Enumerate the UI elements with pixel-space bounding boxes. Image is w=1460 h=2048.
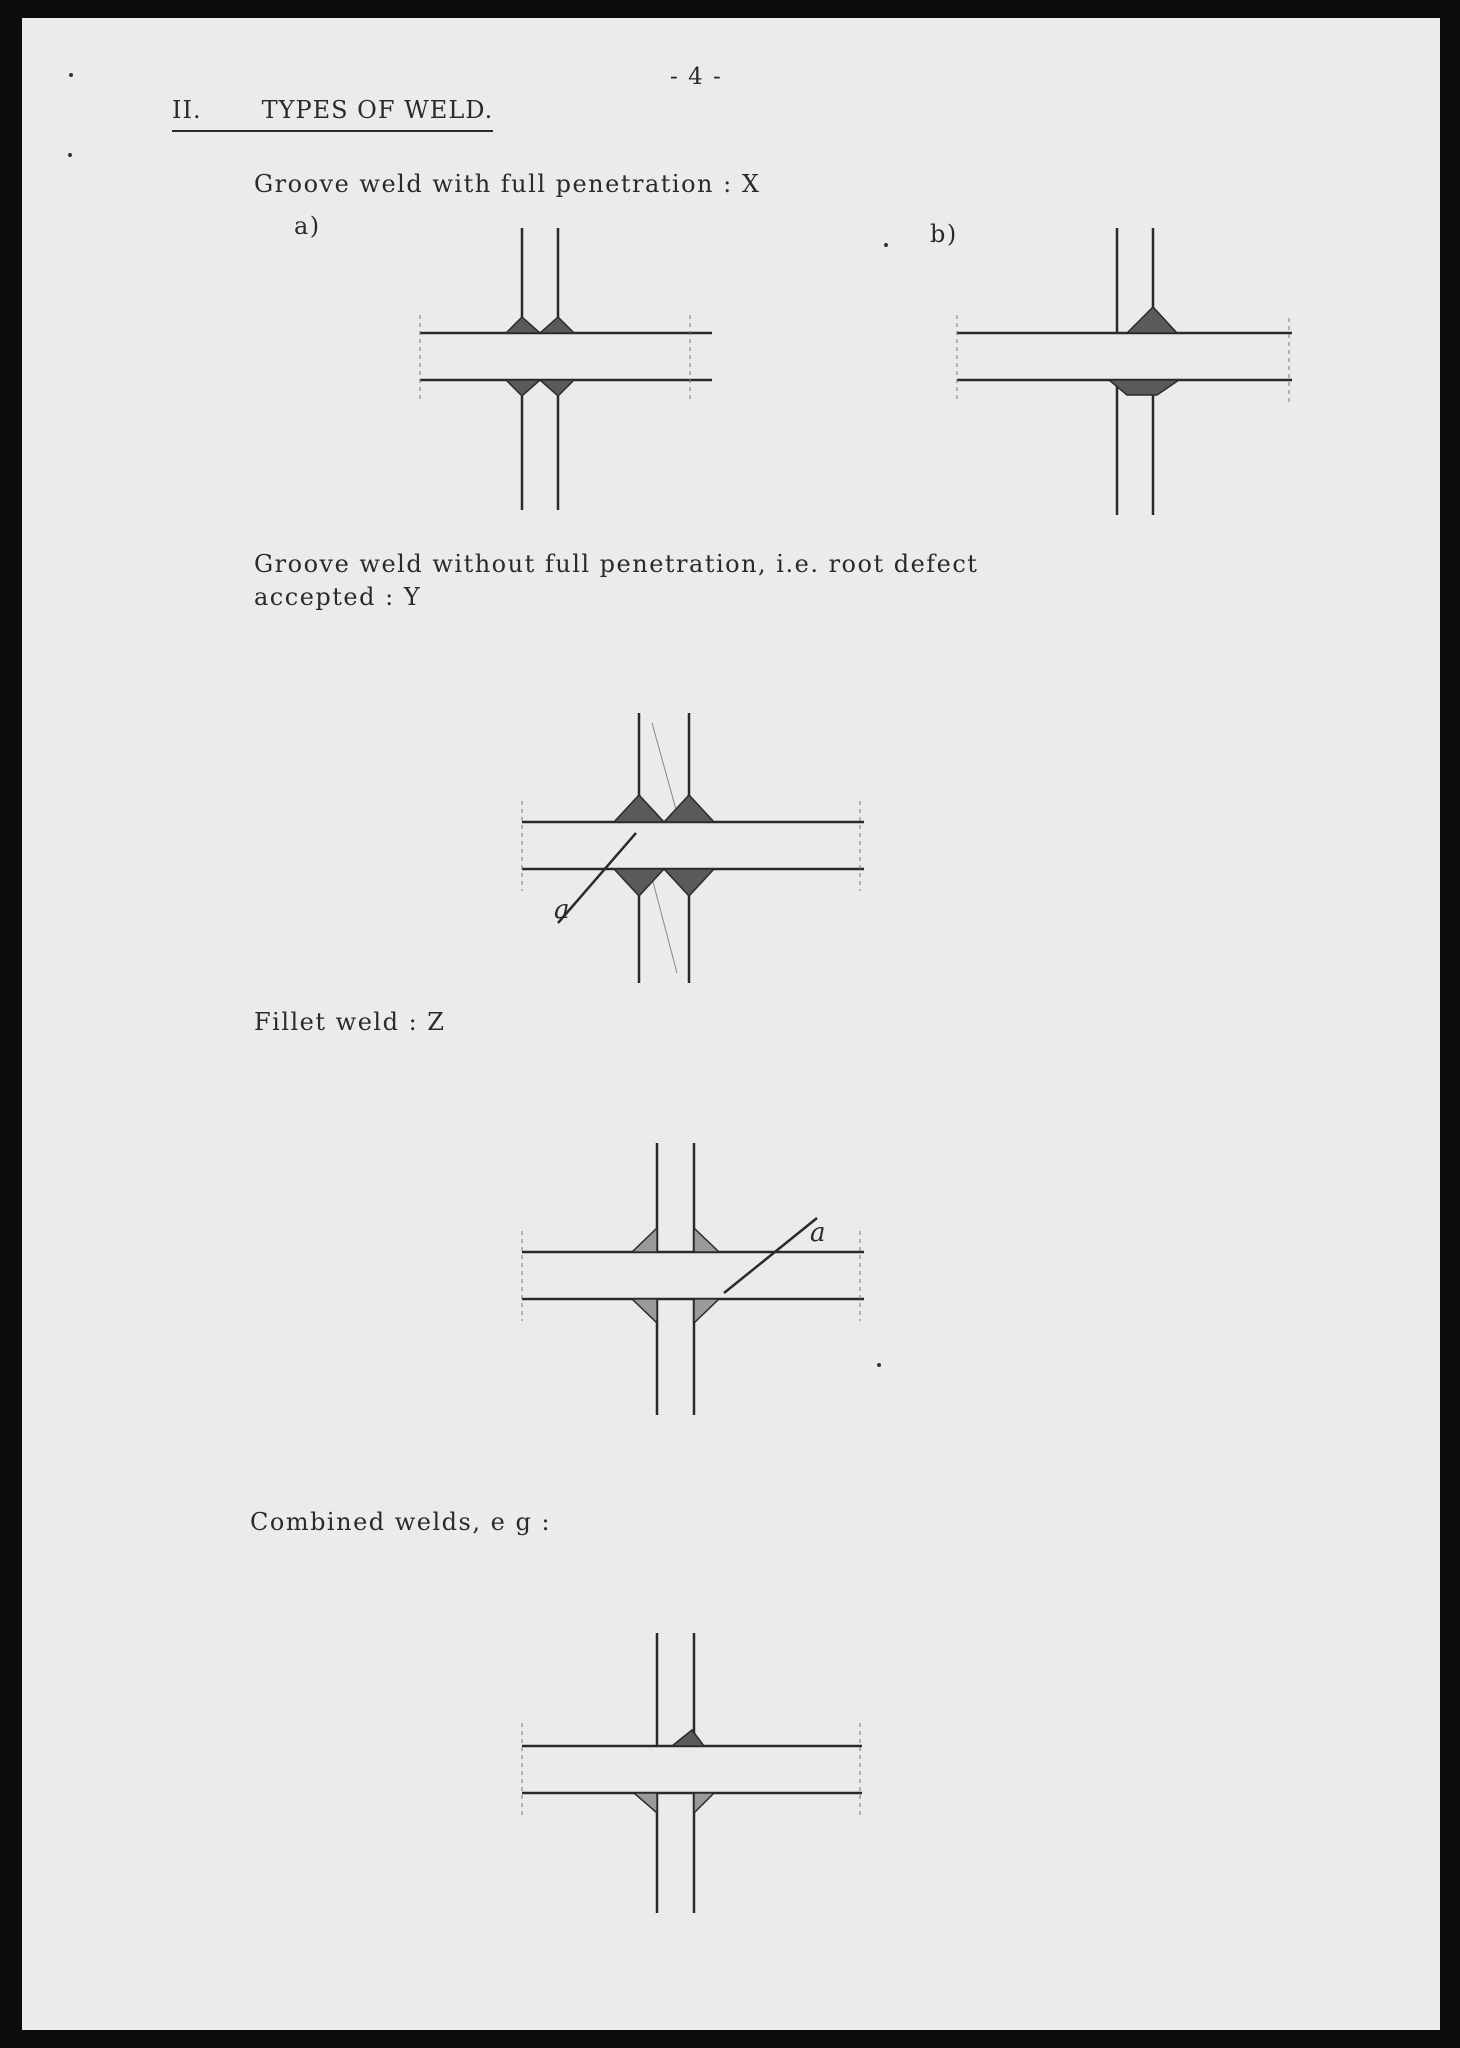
figure-groove-full-b (957, 223, 1297, 523)
figure-label-b: b) (930, 220, 958, 248)
heading-groove-partial-penetration (254, 548, 978, 614)
figure-label-a: a) (294, 212, 321, 240)
figure-groove-full-a (382, 223, 712, 513)
heading-line-1: Groove weld without full penetration, i.e. root defect (254, 550, 979, 578)
section-title (172, 96, 493, 132)
heading-line-2: accepted : Y (254, 583, 422, 611)
margin-dot (877, 1363, 881, 1367)
document-page (22, 18, 1440, 2030)
dimension-label-a: a (810, 1218, 826, 1248)
section-title-text: TYPES OF WELD. (261, 96, 494, 124)
figure-fillet-weld (492, 1123, 892, 1423)
page-number: - 4 - (670, 64, 723, 90)
margin-dot (68, 153, 72, 157)
heading-fillet-weld: Fillet weld : Z (254, 1008, 446, 1036)
margin-dot (884, 243, 888, 247)
margin-dot (69, 73, 73, 77)
section-number: II. (172, 96, 202, 124)
figure-groove-partial (492, 693, 872, 993)
dimension-label-a: a (554, 895, 570, 925)
heading-combined-welds: Combined welds, e g : (250, 1508, 552, 1536)
figure-combined-welds (492, 1628, 872, 1928)
heading-groove-full-penetration: Groove weld with full penetration : X (254, 170, 761, 198)
